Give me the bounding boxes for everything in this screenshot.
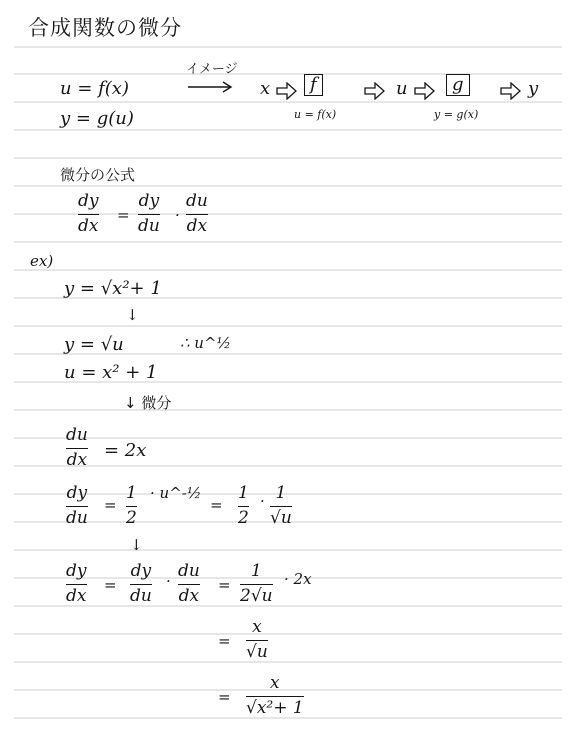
formula-dot: · (175, 206, 180, 224)
caption-g: y = g(x) (434, 108, 479, 121)
final-du-dx: du dx (178, 561, 200, 606)
formula-heading: 微分の公式 (60, 166, 136, 184)
example-eq2-note: ∴ u^½ (180, 334, 232, 352)
example-eq3: u = x² + 1 (64, 362, 158, 383)
down-arrow-icon: ↓ (126, 306, 139, 324)
final-eq1: = (104, 576, 117, 594)
differentiate-note: ↓ 微分 (124, 394, 172, 412)
step2-half: 1 2 (238, 483, 249, 528)
final-dy-du: dy du (130, 561, 152, 606)
flow-u: u (396, 78, 408, 99)
down-arrow-icon-2: ↓ (130, 536, 143, 554)
result2-eq: = (218, 688, 231, 706)
caption-f: u = f(x) (294, 108, 337, 121)
hollow-arrow-icon (414, 82, 436, 100)
hollow-arrow-icon (276, 82, 298, 100)
example-label: ex) (30, 252, 54, 270)
step1-rhs: = 2x (104, 440, 147, 461)
result2: x √x²+ 1 (246, 673, 304, 718)
step2-dot: · (260, 492, 265, 510)
final-dot: · (166, 572, 171, 590)
example-eq2: y = √u (64, 334, 124, 355)
final-dy-dx: dy dx (66, 561, 87, 606)
result1-eq: = (218, 632, 231, 650)
page-title: 合成関数の微分 (28, 16, 182, 40)
hollow-arrow-icon (500, 82, 522, 100)
box-f: f (304, 74, 323, 96)
formula-lhs: dy dx (78, 191, 99, 236)
flow-x: x (260, 78, 271, 99)
step2-power: · u^-½ (150, 484, 202, 502)
step1-du-dx: du dx (66, 425, 88, 470)
step2-eq2: = (210, 496, 223, 514)
final-tail: · 2x (284, 570, 312, 588)
step2-coef: 1 2 (126, 483, 137, 528)
formula-eq: = (117, 206, 130, 224)
hollow-arrow-icon (364, 82, 386, 100)
long-arrow-icon (186, 80, 234, 94)
box-g: g (446, 74, 470, 96)
formula-dy-du: dy du (138, 191, 160, 236)
final-coef: 1 2√u (240, 561, 273, 606)
formula-du-dx: du dx (186, 191, 208, 236)
step2-dy-du: dy du (66, 483, 88, 528)
result1: x √u (246, 617, 268, 662)
def-u: u = f(x) (60, 78, 129, 99)
step2-eq1: = (104, 496, 117, 514)
example-eq1: y = √x²+ 1 (64, 278, 162, 299)
step2-inv-sqrt: 1 √u (270, 483, 292, 528)
flow-y: y (528, 78, 539, 99)
def-y: y = g(u) (60, 108, 134, 129)
image-label: イメージ (186, 62, 238, 77)
final-eq2: = (218, 576, 231, 594)
